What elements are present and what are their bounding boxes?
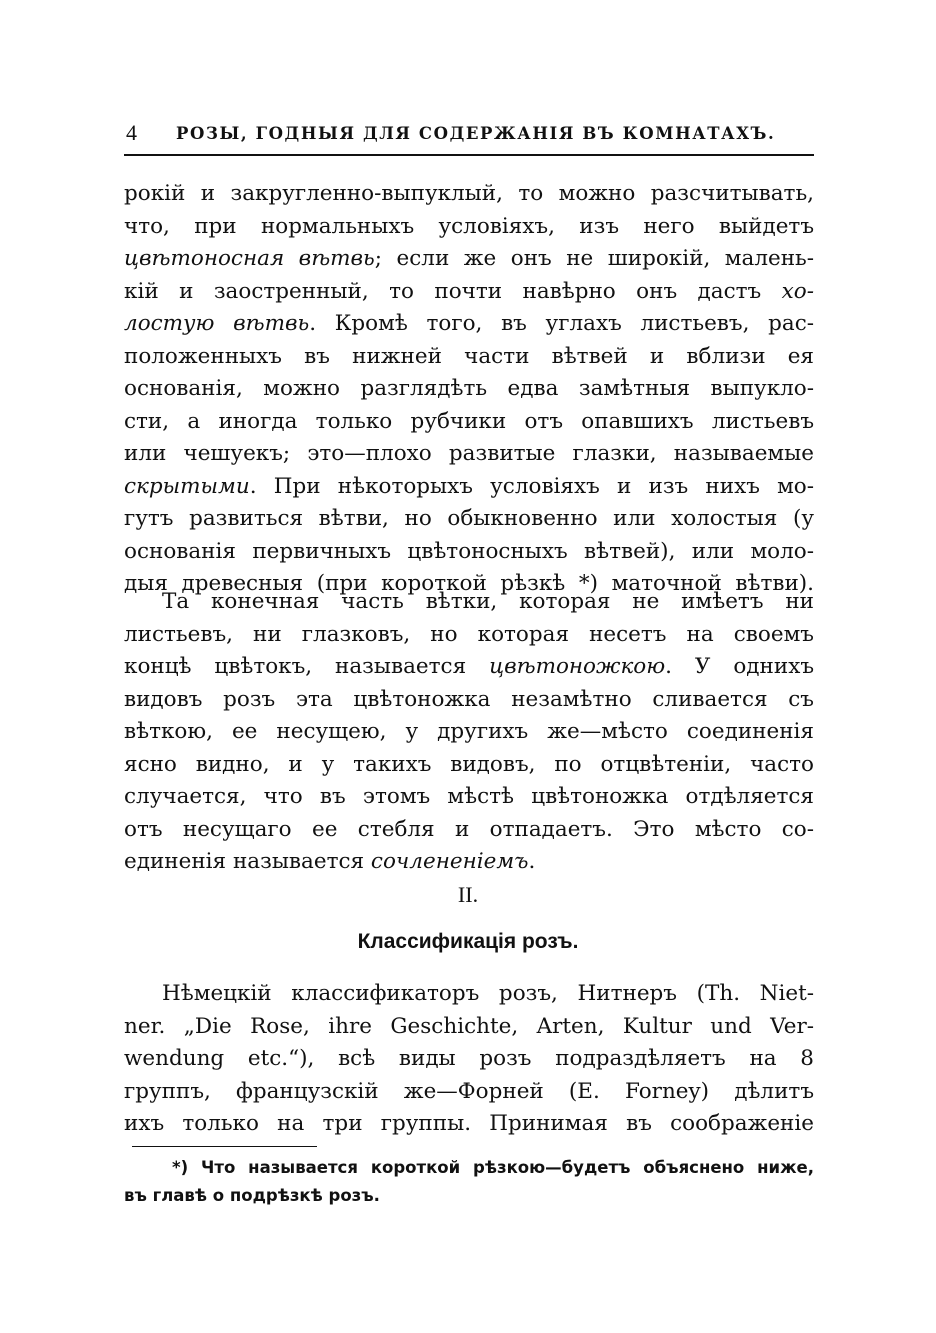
section-title: Классификація розъ. [357,930,579,953]
text-line: единенія называется сочлененіемъ. [124,849,536,874]
text-line: основанія первичныхъ цвѣтоносныхъ вѣтвей), или моло- [124,538,814,564]
footnote [124,1154,814,1210]
text-line: цвѣтоносная вѣтвь; если же онъ не широкій, малень- [124,246,814,271]
footnote-divider [132,1146,317,1147]
text-line: скрытыми. При нѣкоторыхъ условіяхъ и изъ нихъ мо- [124,473,814,499]
italic-term: цвѣтоножкою [489,654,666,679]
text-line: Нѣмецкій классификаторъ розъ, Нитнеръ (Th. Niet- [162,981,814,1006]
text-line: основанія, можно разглядѣть едва замѣтныя выпукло- [124,376,814,401]
text-line: ner. „Die Rose, ihre Geschichte, Arten, Kultur und Ver- [124,1013,814,1039]
text-line: случается, что въ этомъ мѣстѣ цвѣтоножка отдѣляется [124,784,814,809]
footnote-line: въ главѣ о подрѣзкѣ розъ. [124,1186,380,1205]
text-line: что, при нормальныхъ условіяхъ, изъ него выйдетъ [124,213,814,239]
italic-term: хо- [781,278,814,304]
footnote-line: *) Что называется короткой рѣзкою—будетъ объяснено ниже, [172,1158,814,1177]
text-line: ихъ только на три группы. Принимая въ соображеніе [124,1111,814,1136]
text-line: ясно видно, и у такихъ видовъ, по отцвѣтеніи, часто [124,751,814,777]
text-line: положенныхъ въ нижней части вѣтвей и вблизи ея [124,343,814,369]
text-line: рокій и закругленно-выпуклый, то можно разсчитывать, [124,181,814,206]
italic-term: лостую вѣтвь [124,311,310,336]
text-line: концѣ цвѣтокъ, называется цвѣтоножкою. У однихъ [124,654,815,679]
text-line: группъ, французскій же—Форней (E. Forney) дѣлитъ [124,1078,814,1104]
italic-term: цвѣтоносная вѣтвь [124,246,375,271]
italic-term: сочлененіемъ [370,849,529,874]
text-line: лостую вѣтвь. Кромѣ того, въ углахъ листьевъ, рас- [124,311,814,336]
paragraph-classification [124,978,814,1141]
text-line: листьевъ, ни глазковъ, но которая несетъ на своемъ [124,621,814,647]
section-number: II. [457,882,479,907]
text-line: видовъ розъ эта цвѣтоножка незамѣтно сливается съ [124,686,814,712]
running-title: РОЗЫ, ГОДНЫЯ ДЛЯ СОДЕРЖАНІЯ ВЪ КОМНАТАХЪ. [176,124,776,143]
text-line: дыя древесныя (при короткой рѣзкѣ *) маточной вѣтви). [124,571,814,596]
page-header [124,120,814,156]
text-line: гутъ развиться вѣтви, но обыкновенно или холостыя (у [124,506,814,531]
text-line: Та конечная часть вѣтки, которая не имѣетъ ни [162,589,814,614]
paragraph-continuation [124,178,814,601]
text-line: вѣткою, ее несущею, у другихъ же—мѣсто соединенія [124,719,814,744]
text-line: отъ несущаго ее стебля и отпадаетъ. Это мѣсто со- [124,816,814,842]
text-line: сти, а иногда только рубчики отъ опавшихъ листьевъ [124,408,814,434]
page-number: 4 [126,120,137,145]
text-line: или чешуекъ; это—плохо развитые глазки, называемые [124,441,814,466]
italic-term: скрытыми [124,473,250,499]
text-line: wendung etc.“), всѣ виды розъ подраздѣляетъ на 8 [124,1046,814,1071]
text-line: кій и заостренный, то почти навѣрно онъ дастъ хо- [124,278,814,304]
paragraph-pedicel [124,586,814,879]
